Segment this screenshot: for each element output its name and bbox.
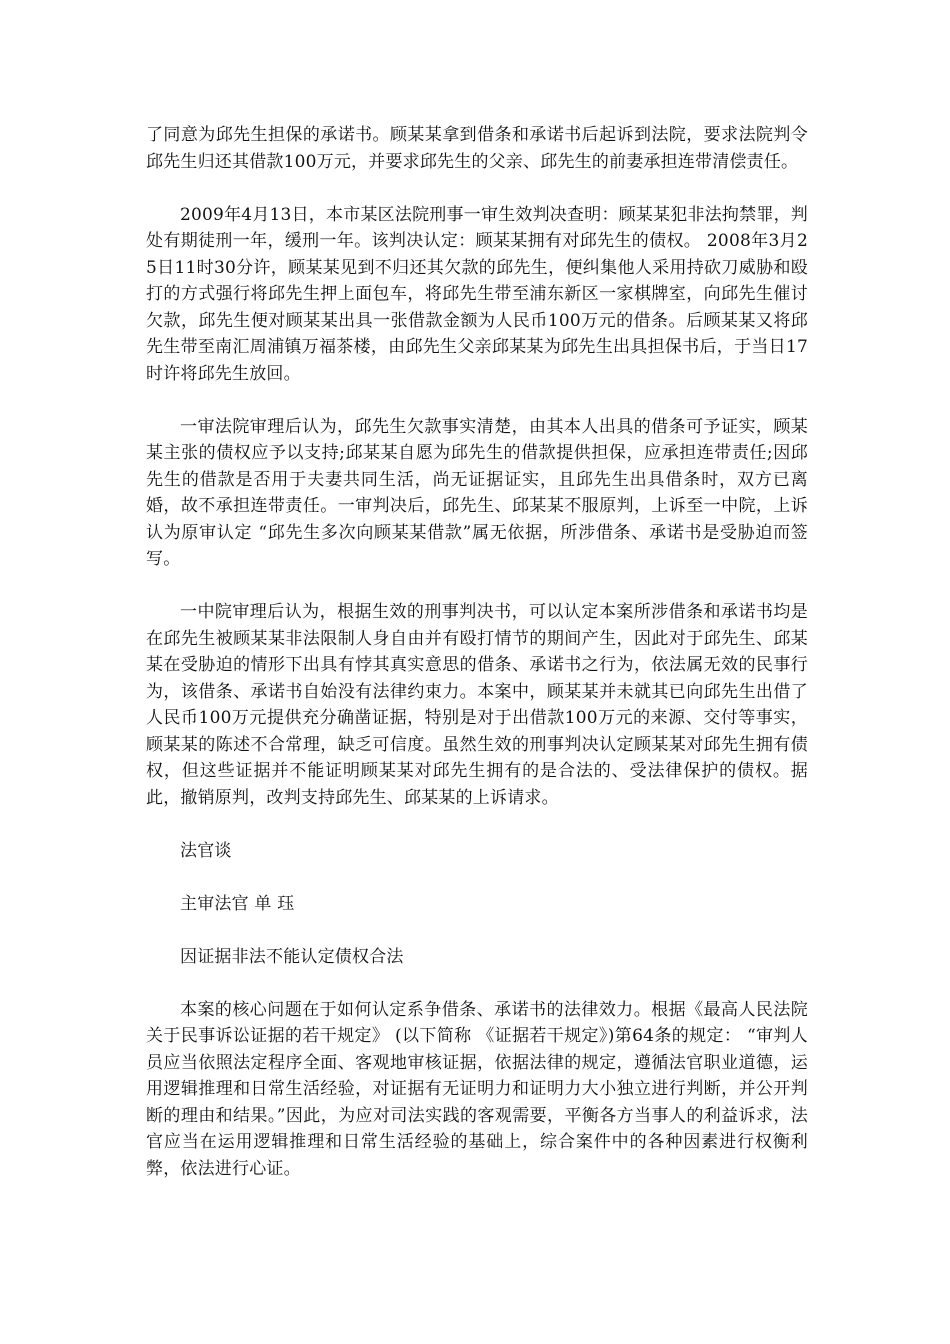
paragraph-intermediate-court: 一中院审理后认为，根据生效的刑事判决书，可以认定本案所涉借条和承诺书均是在邱先生被顾某某非法限制人身自由并有殴打情节的期间产生，因此对于邱先生、邱某某在受胁迫的情形下出具有悖其真实意思的借条、承诺书之行为，依法属无效的民事行为，该借条、承诺书自始没有法律约束力。本案中，顾某某并未就其已向邱先生出借了人民币100万元提供充分确凿证据，特别是对于出借款100万元的来源、交付等事实，顾某某的陈述不合常理，缺乏可信度。虽然生效的刑事判决认定顾某某对邱先生拥有债权，但这些证据并不能证明顾某某对邱先生拥有的是合法的、受法律保护的债权。据此，撤销原判，改判支持邱先生、邱某某的上诉请求。: [146, 602, 808, 808]
section-heading-judge-talk: 法官谈: [180, 840, 232, 861]
document-body: [146, 122, 808, 1209]
paragraph-commentary: 本案的核心问题在于如何认定系争借条、承诺书的法律效力。根据《最高人民法院关于民事诉讼证据的若干规定》 (以下简称 《证据若干规定》)第64条的规定： “审判人员应当依照法定程序全面、客观地审核证据，依据法律的规定，遵循法官职业道德，运用逻辑推理和日常生活经验，对证据有无证明力和证明力大小独立进行判断，并公开判断的理由和结果。”因此，为应对司法实践的客观需要，平衡各方当事人的利益诉求，法官应当在运用逻辑推理和日常生活经验的基础上，综合案件中的各种因素进行权衡利弊，依法进行心证。: [146, 999, 808, 1179]
presiding-judge-line: 主审法官 单 珏: [180, 893, 295, 914]
paragraph-criminal-judgment: 2009年4月13日，本市某区法院刑事一审生效判决查明：顾某某犯非法拘禁罪，判处有期徒刑一年，缓刑一年。该判决认定：顾某某拥有对邱先生的债权。 2008年3月25日11时30分许，顾某某见到不归还其欠款的邱先生，便纠集他人采用持砍刀威胁和殴打的方式强行将邱先生押上面包车，将邱先生带至浦东新区一家棋牌室，向邱先生催讨欠款，邱先生便对顾某某出具一张借款金额为人民币100万元的借条。后顾某某又将邱先生带至南汇周浦镇万福茶楼，由邱先生父亲邱某某为邱先生出具担保书后，于当日17时许将邱先生放回。: [146, 204, 808, 384]
commentary-title: 因证据非法不能认定债权合法: [180, 946, 404, 967]
paragraph-first-instance: 一审法院审理后认为，邱先生欠款事实清楚，由其本人出具的借条可予证实，顾某某主张的债权应予以支持;邱某某自愿为邱先生的借款提供担保，应承担连带责任;因邱先生的借款是否用于夫妻共同生活，尚无证据证实，且邱先生出具借条时，双方已离婚，故不承担连带责任。一审判决后，邱先生、邱某某不服原判，上诉至一中院，上诉认为原审认定 “邱先生多次向顾某某借款”属无依据，所涉借条、承诺书是受胁迫而签写。: [146, 416, 808, 569]
paragraph-continuation: 了同意为邱先生担保的承诺书。顾某某拿到借条和承诺书后起诉到法院，要求法院判令邱先生归还其借款100万元，并要求邱先生的父亲、邱先生的前妻承担连带清偿责任。: [146, 125, 808, 172]
